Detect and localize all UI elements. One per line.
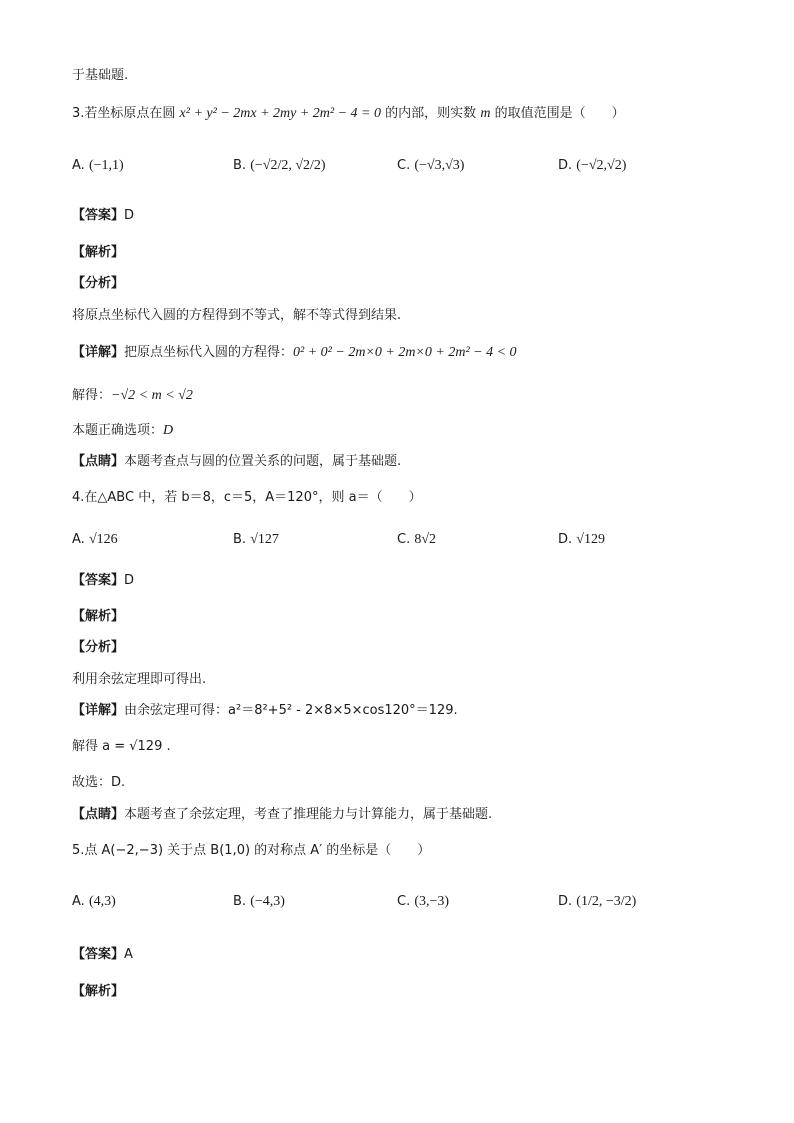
q3-equation: x² + y² − 2mx + 2my + 2m² − 4 = 0 [179,106,382,121]
q3-fenxi: 【分析】 [72,276,125,291]
q3-answer: 【答案】D [72,208,135,223]
q4-fenxi-text: 利用余弦定理即可得出. [72,672,207,687]
q4-jiexi: 【解析】 [72,609,125,624]
q3-fenxi-text: 将原点坐标代入圆的方程得到不等式，解不等式得到结果. [72,308,402,323]
q3-var: m [480,106,491,121]
q3-option-c: C. (−√3,√3) [397,158,465,173]
q4-answer: 【答案】D [72,573,135,588]
q3-dianjing: 【点睛】本题考查点与圆的位置关系的问题，属于基础题. [72,454,402,469]
q3-option-d: D. (−√2,√2) [558,158,627,173]
q4-option-b: B. √127 [233,532,279,547]
q4-xiangjie: 【详解】由余弦定理可得：a²＝8²+5² - 2×8×5×cos120°＝129. [72,703,458,718]
q5-option-c: C. (3,−3) [397,894,450,909]
q3-jiexi: 【解析】 [72,245,125,260]
q4-option-c: C. 8√2 [397,532,437,547]
q3-suffix: 的内部，则实数 [385,106,477,121]
question-5-stem: 5.点 A(−2,−3) 关于点 B(1,0) 的对称点 A′ 的坐标是（ ） [72,843,431,858]
q3-suffix2: 的取值范围是（ ） [494,106,625,121]
q3-jiede: 解得：−√2 < m < √2 [72,388,193,403]
question-4-stem: 4.在△ABC 中，若 b＝8，c＝5，A＝120°，则 a＝（ ） [72,490,422,505]
q4-option-d: D. √129 [558,532,605,547]
q4-jiede: 解得 a = √129 . [72,739,171,754]
q5-option-d: D. (1/2, −3/2) [558,894,637,909]
continuation-text: 于基础题. [72,68,129,83]
q4-fenxi: 【分析】 [72,640,125,655]
q5-jiexi: 【解析】 [72,984,125,999]
q3-prefix: 3.若坐标原点在圆 [72,106,176,121]
q5-option-a: A. (4,3) [72,894,116,909]
q5-answer: 【答案】A [72,947,133,962]
q4-option-a: A. √126 [72,532,118,547]
q4-guxuan: 故选：D. [72,775,126,790]
q3-correct: 本题正确选项：D [72,423,174,438]
q3-option-a: A. (−1,1) [72,158,124,173]
q4-dianjing: 【点睛】本题考查了余弦定理，考查了推理能力与计算能力，属于基础题. [72,807,493,822]
q5-option-b: B. (−4,3) [233,894,285,909]
question-3-stem [72,104,625,124]
q3-option-b: B. (−√2/2, √2/2) [233,158,326,173]
q3-xiangjie: 【详解】把原点坐标代入圆的方程得：0² + 0² − 2m×0 + 2m×0 + 2m² − 4 < 0 [72,345,517,360]
